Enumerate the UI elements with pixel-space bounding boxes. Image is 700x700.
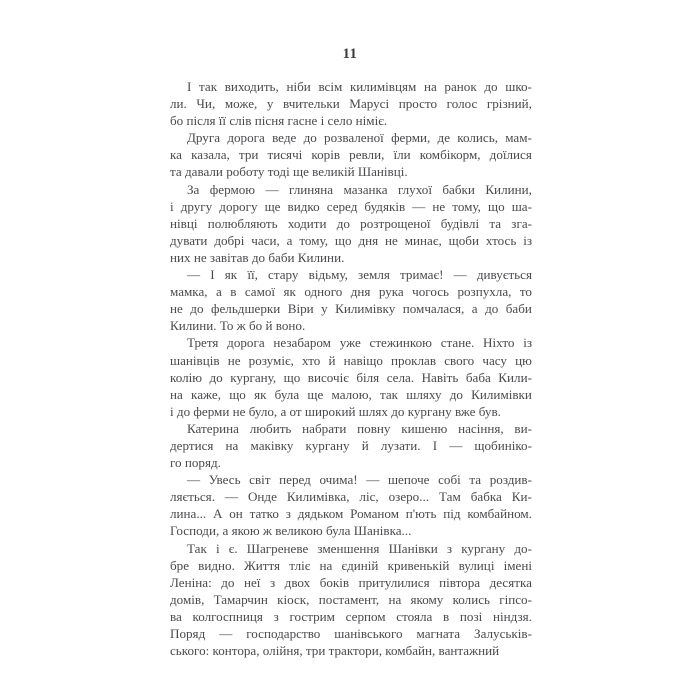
word: минає, xyxy=(404,232,442,248)
word: Шагреневе xyxy=(246,540,309,556)
word: фермою xyxy=(209,181,256,197)
word: ще xyxy=(307,386,324,402)
line-segment: го поряд. xyxy=(170,455,221,471)
word: Чи, xyxy=(196,96,216,112)
text-line xyxy=(170,608,532,625)
word: де xyxy=(437,130,451,146)
word: — xyxy=(453,267,467,283)
word: рука xyxy=(378,284,404,300)
word: світ xyxy=(249,472,271,488)
word: чогось xyxy=(412,284,450,300)
word: шко- xyxy=(505,79,532,94)
word: стане. xyxy=(440,335,475,351)
word: дорога xyxy=(227,335,265,351)
word: бре xyxy=(170,557,190,573)
word: дертися xyxy=(170,437,214,453)
word: І xyxy=(210,267,215,283)
word: біля xyxy=(356,369,380,385)
paragraph xyxy=(170,334,532,419)
word: кривенькій xyxy=(387,557,450,573)
word: бабки xyxy=(442,181,475,197)
word: була xyxy=(274,386,300,402)
paragraph xyxy=(170,471,532,539)
word: півтора xyxy=(439,574,481,590)
word: добрі xyxy=(214,232,245,248)
word: А xyxy=(212,506,223,522)
word: а xyxy=(215,284,222,300)
word: як xyxy=(224,267,238,283)
word: тримає! xyxy=(400,267,444,283)
word: свого xyxy=(444,352,475,368)
line-segment: них не завітав до баби Килини. xyxy=(170,249,345,265)
word: каже, xyxy=(191,386,221,402)
word: комбікорм, xyxy=(419,147,481,163)
word: кіоск, xyxy=(277,591,310,607)
word: так xyxy=(199,79,218,94)
text-line xyxy=(170,403,532,420)
word: розваленої xyxy=(324,130,384,146)
word: шанівців xyxy=(170,352,220,368)
word: корів xyxy=(311,147,341,163)
word: земля xyxy=(358,267,390,283)
word: імені xyxy=(503,557,532,573)
word: постамент, xyxy=(318,591,380,607)
word: Залуськів- xyxy=(474,626,532,641)
text-line xyxy=(170,181,532,198)
word: господарство xyxy=(246,626,321,641)
word: та xyxy=(469,472,482,488)
text-line xyxy=(170,300,532,317)
line-segment: ського: контора, олійня, три трактори, комбайн, вантажний xyxy=(170,643,500,659)
paragraph xyxy=(170,266,532,334)
word: часу xyxy=(482,352,507,368)
word: Увесь xyxy=(208,472,241,488)
word: будівлі xyxy=(440,215,480,231)
line-segment: і до ферми не було, а от широкий шлях до кургану вже був. xyxy=(170,403,501,419)
word: ва xyxy=(170,608,182,624)
word: до xyxy=(221,574,235,590)
text-line xyxy=(170,334,532,351)
text-line xyxy=(170,163,532,180)
word: Катерина xyxy=(187,420,239,436)
word: грізний, xyxy=(486,96,532,112)
word: стару xyxy=(268,267,299,283)
word: на xyxy=(319,557,333,573)
word: розпухла, xyxy=(457,284,512,300)
word: й xyxy=(328,352,336,368)
word: комбайном. xyxy=(467,506,532,522)
word: під xyxy=(443,506,461,522)
word: височіє xyxy=(307,369,349,385)
word: серпом xyxy=(345,608,386,624)
word: глухої xyxy=(397,181,432,197)
text-line xyxy=(170,198,532,215)
word: Ніхто xyxy=(483,335,515,351)
word: ша- xyxy=(511,198,532,214)
word: тому, xyxy=(452,198,481,214)
word: у xyxy=(321,301,328,317)
word: зга- xyxy=(511,215,532,231)
text-line xyxy=(170,232,532,249)
text-line xyxy=(170,488,532,505)
word: насіння, xyxy=(458,420,504,436)
word: Килимівка, xyxy=(286,489,350,505)
word: дня xyxy=(358,232,379,248)
text-line xyxy=(170,454,532,471)
word: ревли, xyxy=(349,147,385,163)
word: щобиніко- xyxy=(474,437,532,453)
word: нівці xyxy=(170,215,198,231)
word: баба xyxy=(465,369,491,385)
word: Там xyxy=(439,489,461,505)
word: боків xyxy=(319,574,350,590)
word: з xyxy=(269,574,276,590)
word: до xyxy=(484,79,498,94)
word: повну xyxy=(357,420,391,436)
word: відьму, xyxy=(308,267,348,283)
word: Життя xyxy=(244,557,281,573)
text-line xyxy=(170,317,532,334)
word: на xyxy=(423,79,437,94)
word: а xyxy=(286,232,293,248)
paragraph xyxy=(170,540,532,660)
word: на xyxy=(388,591,402,607)
word: з xyxy=(446,540,453,556)
word: видно. xyxy=(198,557,235,573)
word: три xyxy=(238,147,259,163)
word: розуміє, xyxy=(248,352,294,368)
word: як xyxy=(254,386,267,402)
word: За xyxy=(187,181,200,197)
text-line xyxy=(170,369,532,386)
word: що xyxy=(488,198,505,214)
paragraph xyxy=(170,420,532,471)
text-line xyxy=(170,557,532,574)
word: татко xyxy=(249,506,279,522)
word: як xyxy=(283,284,296,300)
word: навіщо xyxy=(343,352,383,368)
word: що xyxy=(334,232,352,248)
word: з xyxy=(273,608,279,624)
text-line xyxy=(170,386,532,403)
word: виходить, xyxy=(224,79,279,94)
body-text-block xyxy=(170,78,532,659)
word: Шанівки xyxy=(388,540,438,556)
word: Тамарчин xyxy=(213,591,268,607)
word: єдиній xyxy=(341,557,379,573)
word: до xyxy=(336,215,350,231)
word: Так xyxy=(187,540,207,556)
word: дувати xyxy=(170,232,208,248)
word: ніби xyxy=(286,79,311,94)
paragraph xyxy=(170,129,532,180)
word: незабаром xyxy=(273,335,331,351)
word: баби xyxy=(505,301,532,317)
word: Віри xyxy=(287,301,314,317)
word: колись xyxy=(452,591,490,607)
word: а xyxy=(471,301,478,317)
word: он xyxy=(229,506,243,522)
word: колію xyxy=(170,369,203,385)
text-line xyxy=(170,146,532,163)
word: Килимівки xyxy=(471,386,532,402)
word: веде xyxy=(272,130,297,146)
word: бабка xyxy=(470,489,502,505)
word: Романом xyxy=(350,506,399,522)
word: доїлися xyxy=(489,147,532,163)
word: Марусі xyxy=(349,96,390,112)
word: — xyxy=(187,472,201,488)
word: до xyxy=(303,130,317,146)
word: притулилися xyxy=(358,574,430,590)
word: у xyxy=(266,96,274,112)
paragraph xyxy=(170,181,532,266)
word: гіпсо- xyxy=(499,591,532,607)
word: глиняна xyxy=(289,181,334,197)
word: — xyxy=(366,472,380,488)
word: до- xyxy=(514,540,532,556)
word: — xyxy=(187,267,201,283)
line-segment: бо після її слів пісня гасне і село німіє. xyxy=(170,113,388,129)
text-line xyxy=(170,352,532,369)
word: всім xyxy=(318,79,343,94)
word: Килини, xyxy=(485,181,532,197)
word: хто xyxy=(302,352,321,368)
word: то xyxy=(519,284,532,300)
word: на xyxy=(225,437,239,453)
word: не xyxy=(227,352,241,368)
word: Навіть xyxy=(421,369,459,385)
word: Килимівку xyxy=(335,301,396,317)
word: ліс, xyxy=(359,489,379,505)
word: в xyxy=(230,284,237,300)
word: до xyxy=(485,301,499,317)
word: може, xyxy=(224,96,258,112)
text-line xyxy=(170,283,532,300)
text-line xyxy=(170,215,532,232)
word: ніндзя. xyxy=(493,608,532,624)
word: мам- xyxy=(505,130,532,146)
word: шепоче xyxy=(387,472,430,488)
word: тліє xyxy=(289,557,311,573)
word: видко xyxy=(287,198,320,214)
word: на xyxy=(170,386,183,402)
word: серед xyxy=(326,198,358,214)
word: мамка, xyxy=(170,284,208,300)
word: кургану xyxy=(305,437,350,453)
word: вулиці xyxy=(458,557,495,573)
page-number: 11 xyxy=(342,46,358,62)
word: Леніна: xyxy=(170,574,212,590)
word: в xyxy=(443,608,450,624)
word: п'ють xyxy=(405,506,437,522)
word: ферми, xyxy=(391,130,431,146)
text-line xyxy=(170,420,532,437)
word: й xyxy=(361,437,369,453)
word: часи, xyxy=(251,232,280,248)
text-line xyxy=(170,642,532,659)
line-segment: Килини. То ж бо й воно. xyxy=(170,318,306,334)
word: позі xyxy=(459,608,483,624)
text-line xyxy=(170,437,532,454)
word: маківку xyxy=(250,437,294,453)
word: кургану, xyxy=(230,369,277,385)
word: кишеню xyxy=(401,420,448,436)
word: хтось xyxy=(485,232,517,248)
word: Третя xyxy=(187,335,219,351)
word: не xyxy=(385,232,398,248)
word: лина... xyxy=(170,506,207,522)
word: зменшення xyxy=(317,540,380,556)
word: полюбляють xyxy=(207,215,278,231)
text-line xyxy=(170,574,532,591)
word: — xyxy=(224,489,239,505)
word: дядьком xyxy=(297,506,344,522)
text-line xyxy=(170,591,532,608)
word: просто xyxy=(398,96,438,112)
text-line xyxy=(170,249,532,266)
word: — xyxy=(449,437,463,453)
word: озеро... xyxy=(388,489,430,505)
word: неї xyxy=(243,574,261,590)
word: — xyxy=(219,626,233,641)
word: лузати. xyxy=(380,437,421,453)
word: помчалася, xyxy=(402,301,465,317)
word: — xyxy=(265,181,279,197)
word: дорога xyxy=(227,130,265,146)
word: кургану xyxy=(461,540,506,556)
word: шляху xyxy=(406,386,442,402)
word: тому, xyxy=(299,232,329,248)
word: Кили- xyxy=(498,369,532,385)
word: Онде xyxy=(247,489,277,505)
word: ходити xyxy=(287,215,327,231)
line-segment: Господи, а якою ж великою була Шанівка... xyxy=(170,523,412,539)
text-line xyxy=(170,95,532,112)
word: і xyxy=(215,540,220,556)
word: стояла xyxy=(396,608,433,624)
word: що xyxy=(283,369,301,385)
word: розтрощеної xyxy=(360,215,431,231)
word: є. xyxy=(228,540,238,556)
word: Друга xyxy=(187,130,221,146)
word: І xyxy=(187,79,192,94)
word: ранок xyxy=(444,79,477,94)
word: та xyxy=(489,215,502,231)
word: до xyxy=(209,369,223,385)
text-line xyxy=(170,625,532,642)
word: І xyxy=(432,437,438,453)
word: дивується xyxy=(476,267,532,283)
word: собі xyxy=(438,472,461,488)
word: двох xyxy=(284,574,311,590)
word: десятка xyxy=(489,574,532,590)
word: — xyxy=(412,198,426,214)
word: набрати xyxy=(302,420,347,436)
word: якому xyxy=(410,591,444,607)
word: фельдшерки xyxy=(210,301,281,317)
word: їли xyxy=(393,147,411,163)
word: із xyxy=(523,335,532,351)
text-line xyxy=(170,471,532,488)
word: дорогу xyxy=(219,198,258,214)
word: малою, xyxy=(331,386,372,402)
word: очима! xyxy=(319,472,358,488)
word: села. xyxy=(386,369,415,385)
word: до xyxy=(190,301,204,317)
word: одного xyxy=(304,284,343,300)
word: ляється. xyxy=(170,489,215,505)
word: із xyxy=(523,232,532,248)
word: що xyxy=(229,386,246,402)
word: Поряд xyxy=(170,626,206,641)
word: ви- xyxy=(514,420,532,436)
word: мазанка xyxy=(343,181,388,197)
word: не xyxy=(432,198,446,214)
word: будяків xyxy=(364,198,406,214)
word: тисячі xyxy=(267,147,303,163)
text-line xyxy=(170,266,532,283)
word: другу xyxy=(180,198,213,214)
word: колгоспниця xyxy=(192,608,263,624)
word: проклав xyxy=(391,352,437,368)
text-line xyxy=(170,540,532,557)
word: вчительки xyxy=(283,96,340,112)
word: ли. xyxy=(170,96,187,112)
word: самої xyxy=(244,284,276,300)
word: ка xyxy=(170,147,182,163)
word: шанівського xyxy=(334,626,403,641)
word: домів, xyxy=(170,591,205,607)
word: роздив- xyxy=(489,472,532,488)
text-line xyxy=(170,522,532,539)
paragraph xyxy=(170,78,532,129)
word: її, xyxy=(247,267,258,283)
word: гострим xyxy=(289,608,335,624)
word: дня xyxy=(350,284,371,300)
word: колись, xyxy=(457,130,498,146)
text-line xyxy=(170,505,532,522)
word: до xyxy=(449,386,463,402)
word: стежинкою xyxy=(369,335,432,351)
word: і xyxy=(170,198,174,214)
text-line xyxy=(170,129,532,146)
word: ще xyxy=(264,198,281,214)
word: казала, xyxy=(191,147,230,163)
word: любить xyxy=(249,420,292,436)
word: з xyxy=(285,506,291,522)
word: Ки- xyxy=(511,489,532,505)
text-line xyxy=(170,112,532,129)
word: уже xyxy=(339,335,361,351)
word: щоби xyxy=(448,232,479,248)
word: магната xyxy=(416,626,461,641)
word: голос xyxy=(446,96,478,112)
word: не xyxy=(170,301,183,317)
word: так xyxy=(379,386,399,402)
word: килимівцям xyxy=(349,79,417,94)
word: цю xyxy=(515,352,532,368)
word: перед xyxy=(279,472,311,488)
line-segment: та давали роботу тоді ще великій Шанівці. xyxy=(170,164,408,180)
text-line xyxy=(170,78,532,95)
